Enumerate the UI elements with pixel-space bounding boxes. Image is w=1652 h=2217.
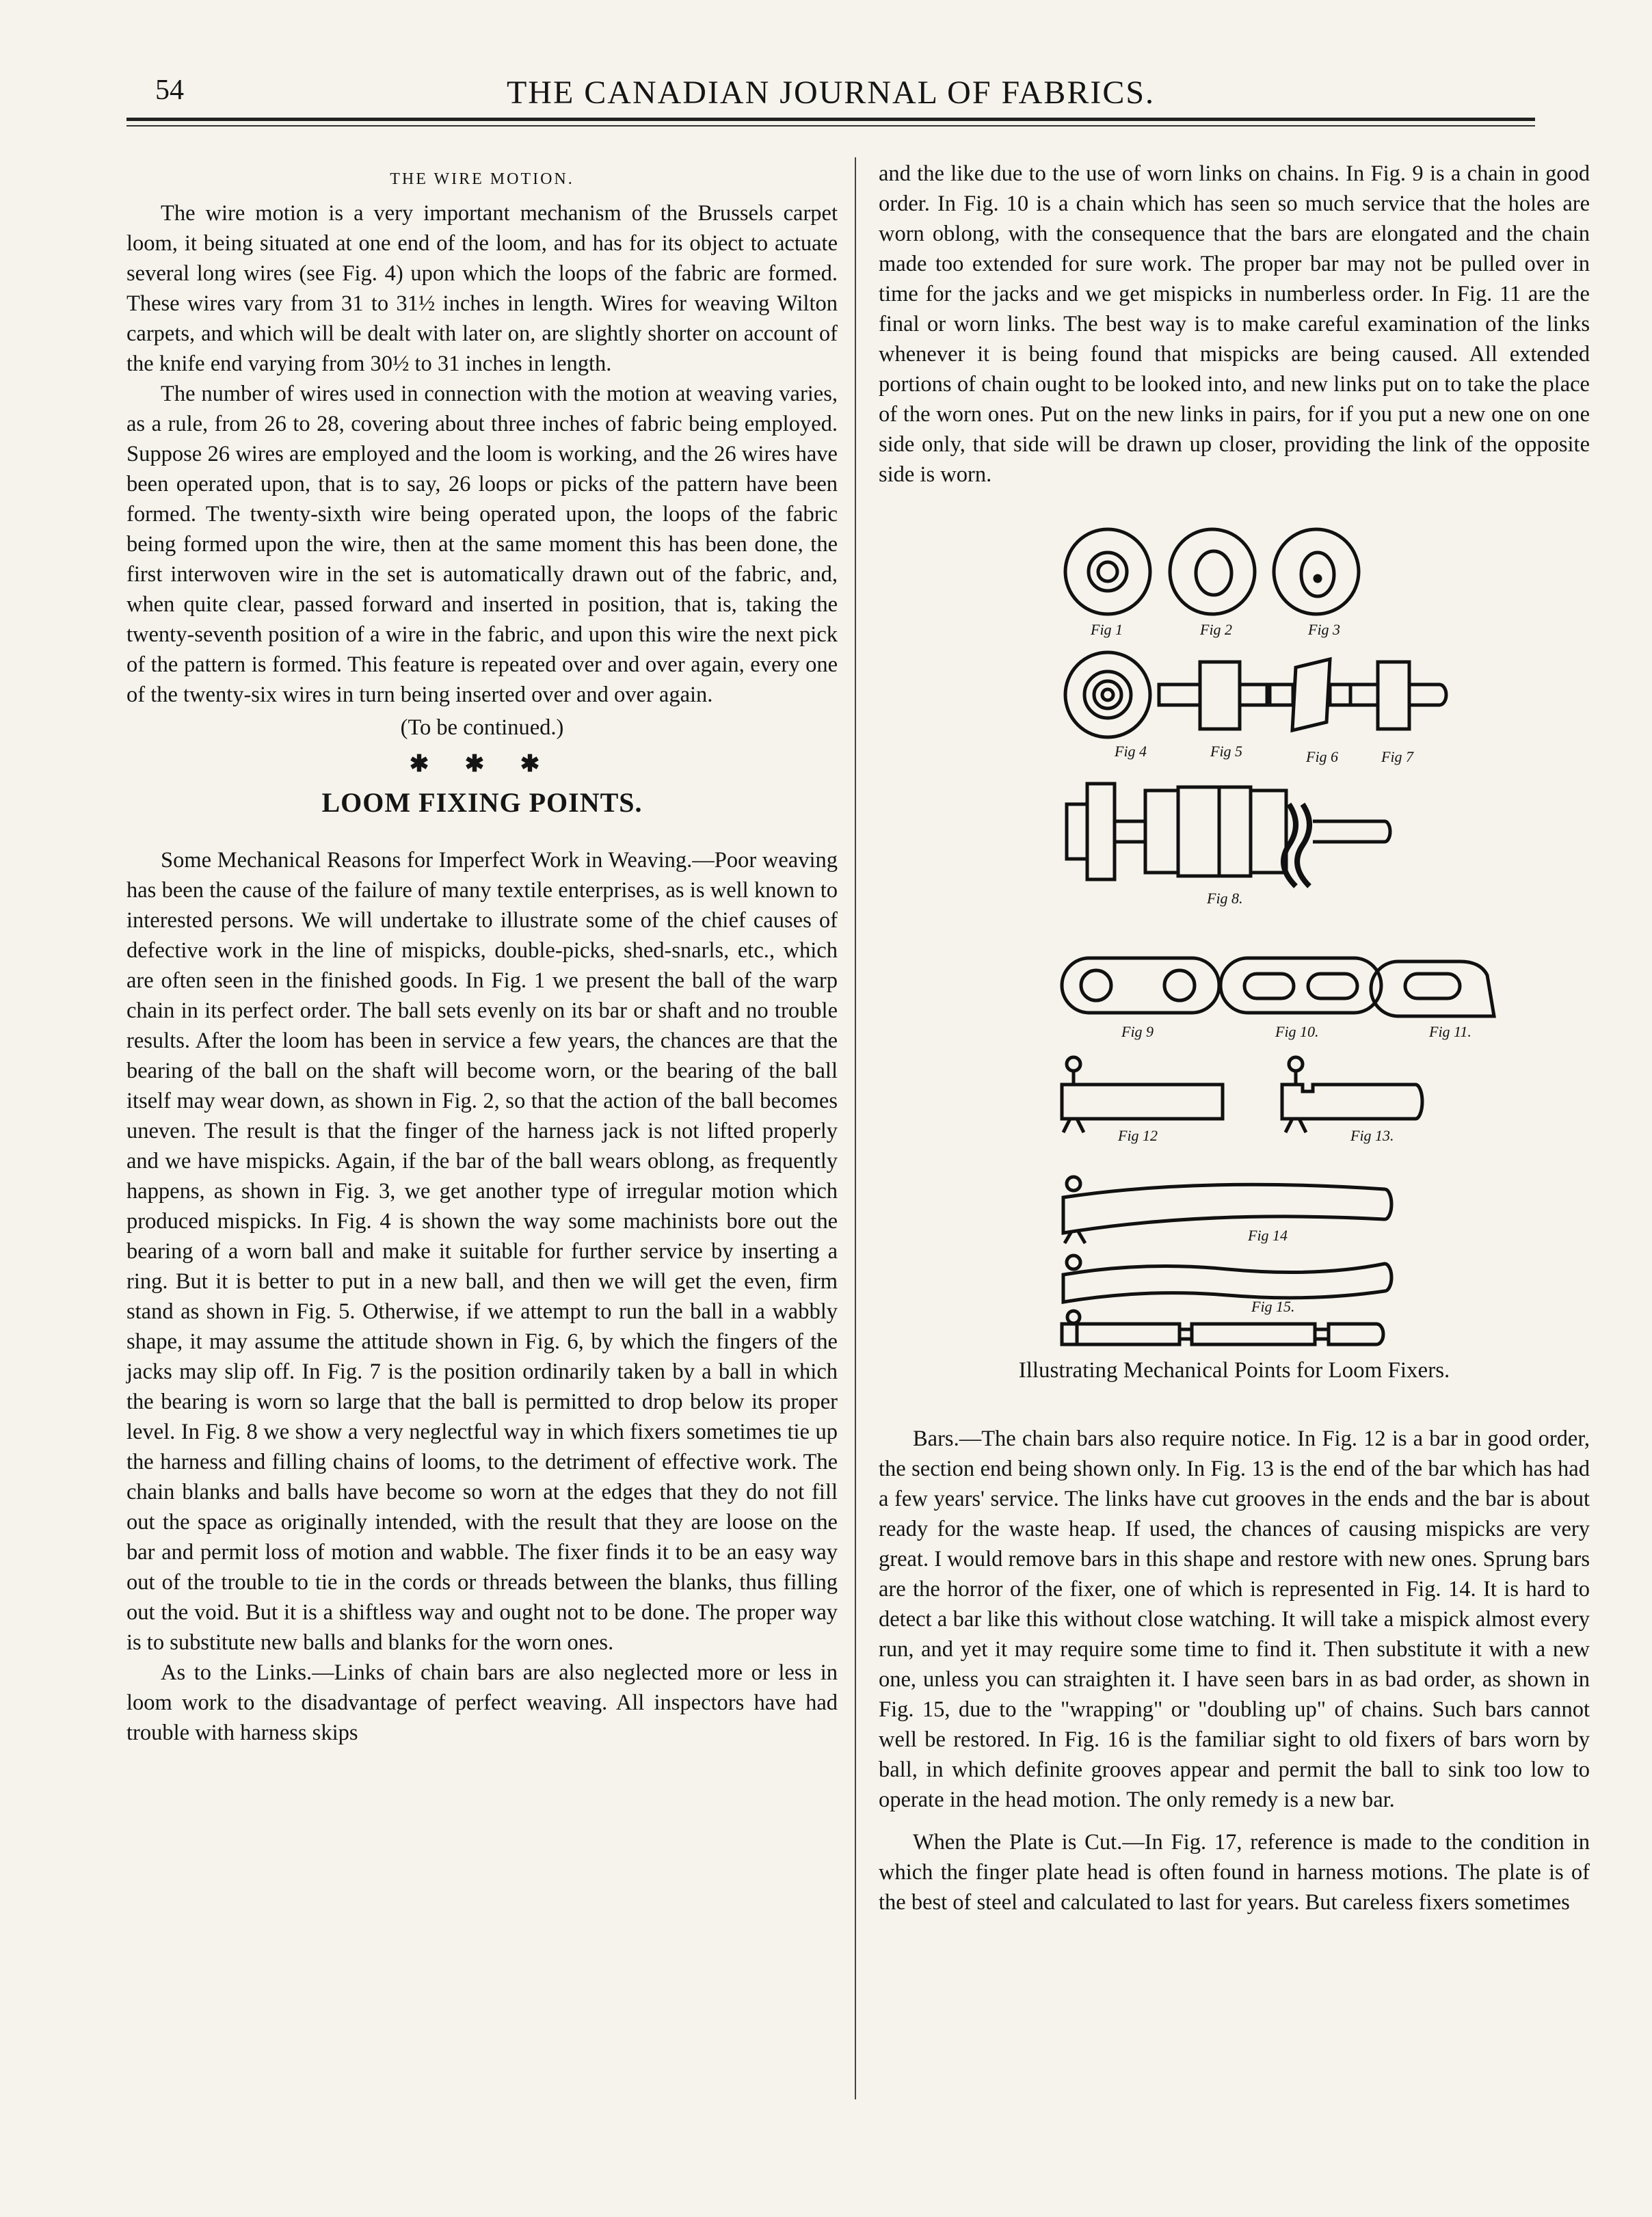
column-divider — [855, 157, 856, 2099]
fig-6-ball-wabbly — [1270, 659, 1350, 730]
fig-12-bar — [1062, 1057, 1223, 1132]
fig-8-tied-chain — [1067, 784, 1390, 886]
fig-9-link — [1062, 958, 1219, 1013]
to-be-continued: (To be continued.) — [400, 715, 564, 740]
fig-11-link — [1371, 961, 1494, 1016]
left-column — [126, 159, 838, 1748]
wire-motion-paragraph-2: The number of wires used in connection with the motion at weaving varies, as a rule, from 26 to 28, covering about three inches of fabric being employed. Suppose 26 wires are employed and the loom is working, and the 26 wires have been operated upon, that is to say, 26 loops or picks of the pattern have been formed. The twenty-sixth wire being operated upon, the loops of the fabric being formed upon the wire, then at the same moment this has been done, the first interwoven wire in the set is automatically drawn out of the fabric, and, when quite clear, passed forward and inserted in position, that is, taking the twenty-seventh position of a wire in the fabric, and upon this wire the next pick of the pattern is formed. This feature is repeated over and over again, every one of the twenty-six wires in turn being inserted over and over again. — [126, 382, 838, 707]
fig-3-ball — [1274, 529, 1359, 614]
page-header — [126, 74, 1535, 115]
figure-caption: Illustrating Mechanical Points for Loom Fixers. — [1018, 1358, 1450, 1383]
fig-1-label: Fig 1 — [1091, 621, 1123, 638]
section-ornament: ✱ ✱ ✱ — [409, 752, 555, 777]
figure-illustration — [879, 517, 1590, 1351]
fig-14-label: Fig 14 — [1248, 1227, 1288, 1244]
plate-cut-paragraph: When the Plate is Cut.—In Fig. 17, reference is made to the condition in which the finger plate head is often found in harness motions. The plate is of the best of steel and calculated to last for years. But careless fixers sometimes — [879, 1830, 1590, 1915]
right-column — [879, 159, 1590, 1917]
fig-3-label: Fig 3 — [1308, 621, 1341, 638]
fig-15-label: Fig 15. — [1251, 1298, 1295, 1315]
fig-11-label: Fig 11. — [1429, 1023, 1471, 1040]
loom-fixing-heading: LOOM FIXING POINTS. — [321, 787, 643, 818]
fig-10-label: Fig 10. — [1275, 1023, 1319, 1040]
fig-12-label: Fig 12 — [1118, 1127, 1158, 1144]
fig-13-label: Fig 13. — [1350, 1127, 1394, 1144]
links-paragraph-continued: and the like due to the use of worn links on chains. In Fig. 9 is a chain in good order. In Fig. 10 is a chain which has seen so much service that the holes are worn oblong, with the consequence that the bars are elongated and the chain made too extended for sure work. The proper bar may not be pulled over in time for the jacks and we get mispicks in numberless order. In Fig. 11 are the final or worn links. The best way is to make careful examination of the links whenever it is being found that mispicks are being caused. All extended portions of chain ought to be looked into, and new links put on to take the place of the worn ones. Put on the new links in pairs, for if you put a new one on one side only, that side will be drawn up closer, providing the link of the opposite side is worn. — [879, 161, 1590, 487]
wire-motion-paragraph-1: The wire motion is a very important mechanism of the Brussels carpet loom, it being situated at one end of the loom, and has for its object to actuate several long wires (see Fig. 4) upon which the loops of the fabric are formed. These wires vary from 31 to 31½ inches in length. Wires for weaving Wilton carpets, and which will be dealt with later on, are slightly shorter on account of the knife end varying from 30½ to 31 inches in length. — [126, 201, 838, 376]
loom-paragraph-1: Some Mechanical Reasons for Imperfect Work in Weaving.—Poor weaving has been the cause of the failure of many textile enterprises, as is well known to interested persons. We will undertake to illustrate some of the chief causes of defective work in the line of mispicks, double-picks, shed-snarls, etc., which are often seen in the finished goods. In Fig. 1 we present the ball of the warp chain in its perfect order. The ball sets evenly on its bar or shaft and no trouble results. After the loom has been in service a few years, the chances are that the bearing of the ball on the shaft will become worn, or the bearing of the ball itself may wear down, as shown in Fig. 2, so that the action of the ball becomes uneven. The result is that the finger of the harness jack is not lifted properly and we have mispicks. Again, if the bar of the ball wears oblong, as frequently happens, as shown in Fig. 3, we get another type of irregular motion which produced mispicks. In Fig. 4 is shown the way some machinists bore out the bearing of a worn ball and make it suitable for further service by inserting a ring. But it is better to put in a new ball, and then we will get the even, firm stand as shown in Fig. 5. Otherwise, if we attempt to run the ball in a wabbly shape, it may assume the attitude shown in Fig. 6, by which the fingers of the jacks may slip off. In Fig. 7 is the position ordinarily taken by a ball in which the bearing is worn so large that the ball is permitted to drop below its proper level. In Fig. 8 we show a very neglectful way in which fixers sometimes tie up the harness and filling chains of looms, to the detriment of effective work. The chain blanks and balls have become so worn at the edges that they do not fill out the space as originally intended, with the result that they are loose on the bar and permit loss of motion and wabble. The fixer finds it to be an easy way out of the trouble to tie in the cords or threads between the blanks, thus filling out the void. But it is a shiftless way and ought not to be done. The proper way is to substitute new balls and blanks for the worn ones. — [126, 848, 838, 1655]
fig-2-label: Fig 2 — [1200, 621, 1233, 638]
fig-5-label: Fig 5 — [1210, 743, 1243, 760]
fig-8-label: Fig 8. — [1207, 890, 1243, 907]
fig-5-ball-firm — [1159, 662, 1267, 729]
fig-13-bar — [1282, 1057, 1422, 1132]
fig-6-label: Fig 6 — [1306, 748, 1339, 765]
fig-7-ball-dropped — [1350, 662, 1446, 729]
loom-figure — [879, 517, 1590, 1351]
fig-16-grooved-bar — [1062, 1311, 1383, 1344]
fig-7-label: Fig 7 — [1381, 748, 1414, 765]
fig-15-wrapped-bar — [1063, 1256, 1391, 1302]
bars-paragraph: Bars.—The chain bars also require notice. In Fig. 12 is a bar in good order, the section end being shown only. In Fig. 13 is the end of the bar which has had a few years' service. The links have cut grooves in the ends and the bar is about ready for the waste heap. If used, the chances of causing mispicks are very great. I would remove bars in this shape and restore with new ones. Sprung bars are the horror of the fixer, one of which is represented in Fig. 14. It is hard to detect a bar like this without close watching. It will take a mispick almost every run, and yet it may require some time to find it. Then substitute it with a new one, unless you can straighten it. I have seen bars in as bad order, as shown in Fig. 15, due to the "wrapping" or "doubling up" of chains. Such bars cannot well be restored. In Fig. 16 is the familiar sight to old fixers of bars worn by ball, in which definite grooves appear and permit the ball to sink too low to operate in the head motion. The only remedy is a new bar. — [879, 1426, 1590, 1812]
page-number: 54 — [155, 75, 184, 106]
wire-motion-heading: THE WIRE MOTION. — [390, 170, 574, 188]
fig-4-label: Fig 4 — [1115, 743, 1147, 760]
fig-9-label: Fig 9 — [1121, 1023, 1154, 1040]
fig-4-ball-with-ring — [1065, 652, 1150, 737]
header-rule — [126, 118, 1535, 121]
running-title: THE CANADIAN JOURNAL OF FABRICS. — [506, 75, 1156, 111]
fig-1-ball — [1065, 529, 1150, 614]
links-paragraph: As to the Links.—Links of chain bars are also neglected more or less in loom work to the disadvantage of perfect weaving. All inspectors have had trouble with harness skips — [126, 1660, 838, 1745]
fig-2-ball — [1170, 529, 1255, 614]
header-rule-thin — [126, 125, 1535, 127]
fig-10-link — [1221, 958, 1381, 1013]
fig-14-sprung-bar — [1063, 1177, 1391, 1243]
